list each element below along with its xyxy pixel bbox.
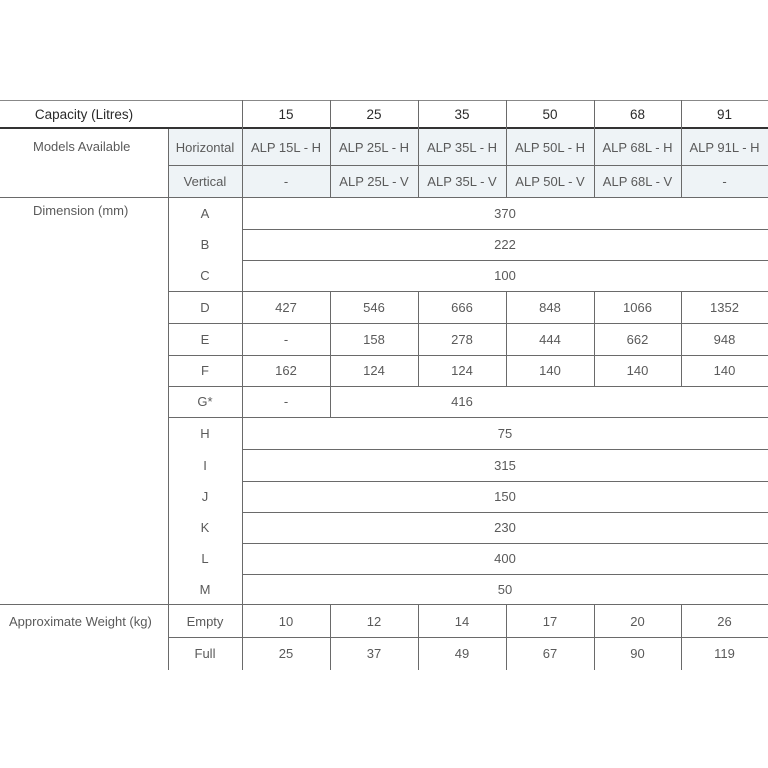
grid-line — [330, 386, 331, 417]
dim-g-value: 416 — [451, 394, 473, 409]
grid-line — [506, 604, 507, 670]
grid-line — [242, 449, 768, 450]
dim-j-value: 150 — [494, 489, 516, 504]
horizontal-label: Horizontal — [168, 129, 242, 165]
dim-letter-j: J — [201, 489, 209, 504]
model-v-15: - — [242, 165, 330, 197]
weight-full-25: 37 — [366, 645, 382, 661]
capacity-35: 35 — [454, 106, 470, 122]
grid-line — [506, 100, 507, 198]
models-available-label: Models Available — [33, 139, 131, 154]
grid-line — [168, 386, 768, 387]
dim-letter-a: A — [200, 206, 210, 221]
dim-m-value: 50 — [497, 581, 513, 597]
model-v-91: - — [681, 165, 768, 197]
model-h-25: ALP 25L - H — [330, 129, 418, 165]
dim-e-15: - — [283, 331, 289, 347]
model-h-15: ALP 15L - H — [242, 129, 330, 165]
weight-empty-25: 12 — [366, 613, 382, 629]
weight-label: Approximate Weight (kg) — [9, 613, 152, 629]
capacity-91: 91 — [716, 106, 733, 122]
model-h-35: ALP 35L - H — [418, 129, 506, 165]
weight-full-68: 90 — [630, 645, 645, 661]
grid-line — [681, 291, 682, 387]
dim-e-91: 948 — [713, 331, 736, 347]
weight-full-35: 49 — [454, 645, 470, 661]
grid-line — [594, 291, 595, 387]
grid-line — [0, 197, 768, 198]
dim-c-value: 100 — [494, 268, 516, 283]
grid-line — [681, 100, 682, 198]
dim-letter-d: D — [200, 299, 210, 315]
model-h-50: ALP 50L - H — [506, 129, 594, 165]
model-v-68: ALP 68L - V — [594, 165, 681, 197]
weight-empty-68: 20 — [630, 613, 645, 629]
dim-k-value: 230 — [494, 520, 516, 535]
grid-line — [168, 291, 768, 292]
grid-line — [168, 129, 169, 670]
grid-line — [681, 604, 682, 670]
dim-f-68: 140 — [626, 363, 649, 378]
grid-line — [168, 637, 768, 638]
model-h-91: ALP 91L - H — [681, 129, 768, 165]
dim-e-68: 662 — [626, 331, 649, 347]
dim-letter-i: I — [203, 457, 207, 473]
dim-b-value: 222 — [494, 237, 516, 252]
dim-h-value: 75 — [497, 425, 513, 441]
dimension-label: Dimension (mm) — [33, 203, 129, 218]
capacity-15: 15 — [278, 106, 294, 122]
dim-d-91: 1352 — [710, 299, 739, 315]
weight-full-50: 67 — [542, 645, 558, 661]
capacity-25: 25 — [366, 106, 382, 122]
dim-letter-m: M — [199, 581, 211, 597]
grid-line — [242, 100, 243, 670]
weight-empty-35: 14 — [454, 613, 470, 629]
weight-full-91: 119 — [714, 645, 735, 661]
grid-line — [168, 323, 768, 324]
dim-g-15: - — [283, 394, 289, 409]
dim-letter-g: G* — [197, 394, 213, 409]
model-v-35: ALP 35L - V — [418, 165, 506, 197]
weight-full-label: Full — [194, 645, 216, 661]
grid-line — [242, 260, 768, 261]
dim-d-68: 1066 — [623, 299, 652, 315]
dim-d-50: 848 — [539, 299, 561, 315]
dim-f-35: 124 — [451, 363, 473, 378]
weight-empty-label: Empty — [186, 613, 224, 629]
model-v-25: ALP 25L - V — [330, 165, 418, 197]
model-h-68: ALP 68L - H — [594, 129, 681, 165]
dim-d-35: 666 — [451, 299, 473, 315]
grid-line — [242, 229, 768, 230]
grid-line — [168, 165, 768, 166]
grid-line — [168, 355, 768, 356]
dim-letter-l: L — [201, 551, 209, 566]
grid-line — [594, 100, 595, 198]
grid-line — [242, 481, 768, 482]
dim-f-25: 124 — [363, 363, 385, 378]
weight-empty-15: 10 — [278, 613, 294, 629]
dim-i-value: 315 — [494, 457, 516, 473]
weight-full-15: 25 — [278, 645, 294, 661]
grid-line — [418, 604, 419, 670]
grid-line — [594, 604, 595, 670]
grid-line — [506, 291, 507, 387]
dim-f-91: 140 — [713, 363, 736, 378]
dim-letter-c: C — [200, 268, 210, 283]
grid-line — [330, 100, 331, 198]
dim-letter-h: H — [200, 425, 210, 441]
grid-line — [418, 100, 419, 198]
dim-d-15: 427 — [275, 299, 297, 315]
capacity-68: 68 — [629, 106, 646, 122]
grid-line — [330, 604, 331, 670]
grid-line — [0, 604, 768, 605]
dim-a-value: 370 — [494, 206, 516, 221]
dim-d-25: 546 — [363, 299, 385, 315]
dim-e-50: 444 — [539, 331, 561, 347]
vertical-label: Vertical — [168, 165, 242, 197]
capacity-header-label: Capacity (Litres) — [34, 106, 134, 122]
grid-line — [242, 574, 768, 575]
dim-f-15: 162 — [275, 363, 297, 378]
dim-e-25: 158 — [363, 331, 385, 347]
dim-letter-f: F — [201, 363, 209, 378]
dim-letter-b: B — [200, 237, 210, 252]
grid-line — [330, 291, 331, 387]
grid-line — [242, 512, 768, 513]
dim-letter-k: K — [200, 520, 210, 535]
dim-letter-e: E — [200, 331, 210, 347]
grid-line — [168, 417, 768, 418]
weight-empty-50: 17 — [542, 613, 558, 629]
dim-l-value: 400 — [494, 551, 516, 566]
weight-empty-91: 26 — [717, 613, 732, 629]
capacity-50: 50 — [542, 106, 558, 122]
dim-f-50: 140 — [539, 363, 561, 378]
grid-line — [242, 543, 768, 544]
grid-line — [418, 291, 419, 387]
dim-e-35: 278 — [451, 331, 473, 347]
model-v-50: ALP 50L - V — [506, 165, 594, 197]
